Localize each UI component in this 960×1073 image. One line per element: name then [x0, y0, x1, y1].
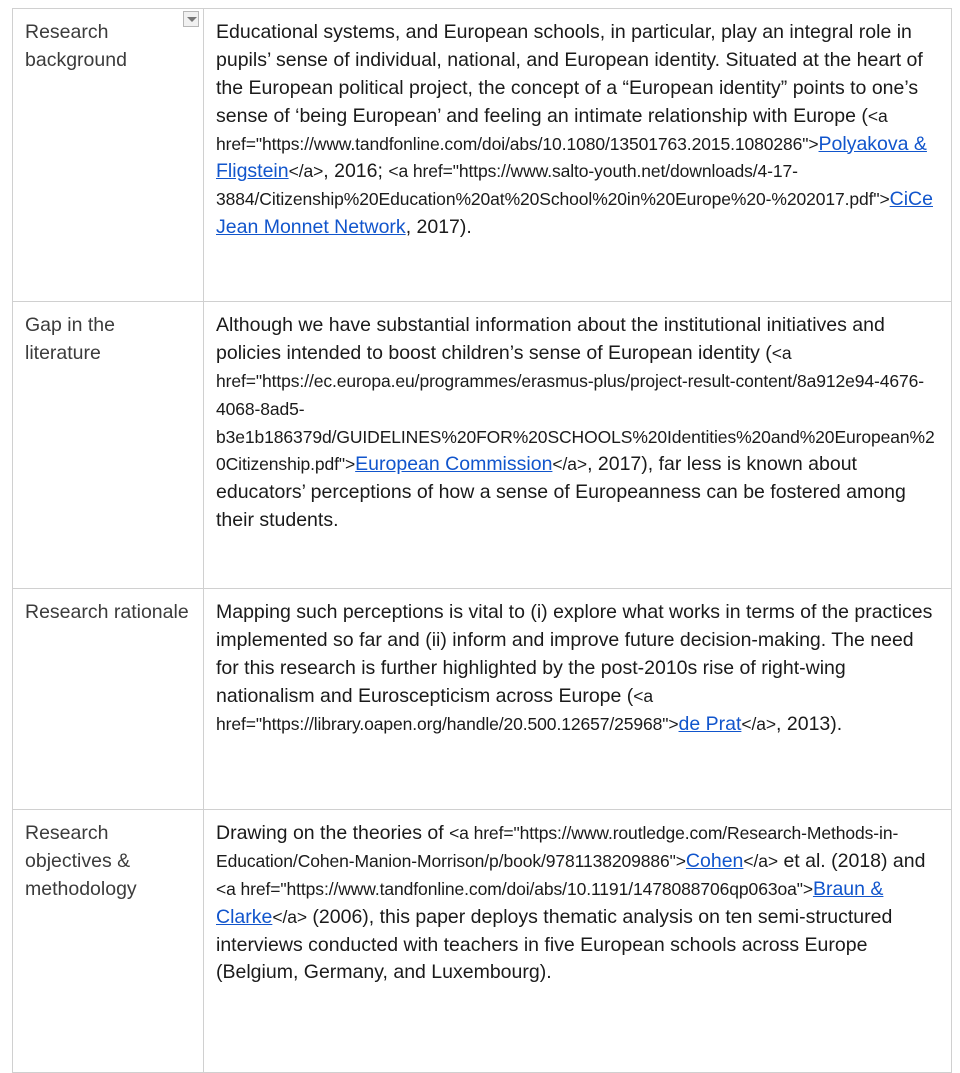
- cell-content-0: [216, 21, 933, 238]
- raw-anchor-markup: <a href="https://www.routledge.com/Research-Methods-in-Education/Cohen-Manion-Morrison/p/book/9781138209886">: [216, 823, 899, 871]
- body-text: Drawing on the theories of: [216, 822, 450, 844]
- raw-anchor-markup: <a href="https://www.tandfonline.com/doi/abs/10.1191/1478088706qp063oa">: [216, 878, 813, 899]
- body-text: Educational systems, and European schools, in particular, play an integral role in pupils’ sense of individual, national, and European identity. Situated at the heart of the European political project, the concept of a “European identity” points to one’s sense of ‘being European’ and feeling an intimate relationship with Europe (: [216, 21, 923, 127]
- row-content-research-objectives-methodology: [204, 810, 952, 1073]
- row-content-gap-in-the-literature: [204, 302, 952, 589]
- body-text: , 2016;: [323, 160, 389, 183]
- raw-anchor-markup: </a>: [272, 906, 307, 927]
- citation-link[interactable]: de Prat: [678, 712, 742, 735]
- row-label-research-rationale: [13, 589, 204, 810]
- cell-content-3: [216, 822, 925, 983]
- body-text: et al. (2018) and: [778, 849, 926, 872]
- citation-link[interactable]: European Commission: [355, 453, 553, 476]
- row-label-research-background: [13, 9, 204, 302]
- raw-anchor-markup: <a href="https://library.oapen.org/handle/20.500.12657/25968">: [216, 685, 679, 734]
- row-label-text: Research background: [25, 21, 127, 71]
- research-summary-table: [12, 8, 952, 1073]
- citation-link[interactable]: Braun & Clarke: [216, 877, 884, 928]
- citation-link[interactable]: CiCe Jean Monnet Network: [216, 188, 933, 239]
- body-text: Although we have substantial information about the institutional initiatives and policies intended to boost children’s sense of European identity (: [216, 314, 885, 364]
- raw-anchor-markup: <a href="https://www.salto-youth.net/downloads/4-17-3884/Citizenship%20Education%20at%20School%20in%20Europe%20-%202017.pdf">: [216, 161, 890, 210]
- row-content-research-background: [204, 9, 952, 302]
- row-label-text: Research objectives & methodology: [25, 822, 137, 900]
- body-text: , 2017).: [405, 216, 472, 239]
- body-text: (2006), this paper deploys thematic analysis on ten semi-structured interviews conducted with teachers in five European schools across Europe (Belgium, Germany, and Luxembourg).: [216, 905, 893, 984]
- row-content-research-rationale: [204, 589, 952, 810]
- table-body: [13, 9, 952, 1073]
- column-resize-handle-icon[interactable]: [183, 11, 199, 27]
- body-text: , 2013).: [776, 712, 843, 735]
- raw-anchor-markup: </a>: [741, 713, 777, 734]
- raw-anchor-markup: </a>: [552, 454, 588, 475]
- body-text: , 2017), far less is known about educators’ perceptions of how a sense of Europeanness can be fostered among their students.: [216, 453, 906, 532]
- row-label-text: Gap in the literature: [25, 314, 115, 364]
- row-label-gap-in-the-literature: [13, 302, 204, 589]
- raw-anchor-markup: <a href="https://ec.europa.eu/programmes/erasmus-plus/project-result-content/8a912e94-4676-4068-8ad5-b3e1b186379d/GUIDELINES%20FOR%20SCHOOLS%20Identities%20and%20European%20Citizenship.pdf">: [216, 342, 935, 475]
- raw-anchor-markup: </a>: [288, 161, 324, 182]
- body-text: Mapping such perceptions is vital to (i) explore what works in terms of the practices implemented so far and (ii) inform and improve future decision-making. The need for this research is further highlighted by the post-2010s rise of right-wing nationalism and Euroscepticism across Europe (: [216, 601, 933, 707]
- row-label-text: Research rationale: [25, 601, 189, 623]
- row-label-research-objectives-methodology: [13, 810, 204, 1073]
- raw-anchor-markup: </a>: [743, 850, 779, 871]
- table-row: [13, 589, 952, 810]
- table-row: [13, 810, 952, 1073]
- table-row: [13, 9, 952, 302]
- cell-content-1: [216, 314, 935, 531]
- table-row: [13, 302, 952, 589]
- raw-anchor-markup: <a href="https://www.tandfonline.com/doi/abs/10.1080/13501763.2015.1080286">: [216, 105, 888, 154]
- cell-content-2: [216, 601, 932, 735]
- citation-link[interactable]: Cohen: [685, 849, 744, 872]
- citation-link[interactable]: Polyakova & Fligstein: [216, 132, 927, 183]
